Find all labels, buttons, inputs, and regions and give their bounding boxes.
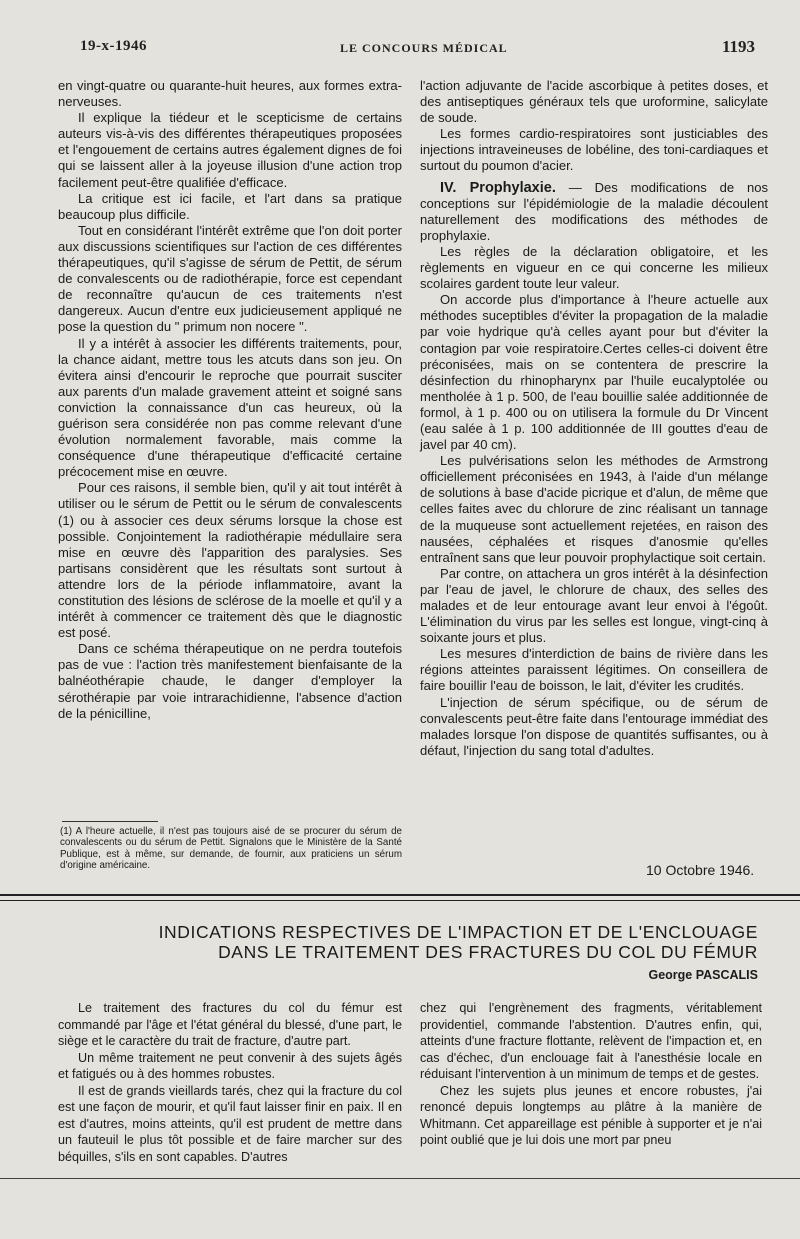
paragraph: Dans ce schéma thérapeutique on ne perdra toutefois pas de vue : l'action très manifestement bienfaisante de la balnéothérapie chaude, le danger d'employer la sérothérapie par voie intrarachidienne, l'absence d'action de la pénicilline, xyxy=(58,641,402,721)
paragraph: Par contre, on attachera un gros intérêt à la désinfection par l'eau de javel, le chlorure de chaux, des selles des malades et de leur entourage avant leur envoi à l'égoût. L'élimination du virus par les selles est longue, vingt-cinq à soixante jours et plus. xyxy=(420,565,768,646)
paragraph: Les formes cardio-respiratoires sont justiciables des injections intraveineuses de lobéline, des toni-cardiaques et surtout du poumon d'acier. xyxy=(420,126,768,174)
right-column-part-2 xyxy=(420,244,768,759)
journal-name: LE CONCOURS MÉDICAL xyxy=(340,41,508,55)
prophylaxie-paragraph xyxy=(420,180,768,244)
prev-article-left-column xyxy=(58,78,402,722)
article-title-line2: DANS LE TRAITEMENT DES FRACTURES DU COL DU FÉMUR xyxy=(218,942,758,962)
paragraph: L'injection de sérum spécifique, ou de sérum de convalescents peut-être faite dans l'entourage immédiat des malades lorsque l'on dispose de quantités suffisantes, ou à défaut, l'injection du sang total d'adultes. xyxy=(420,694,768,758)
paragraph: Il est de grands vieillards tarés, chez qui la fracture du col est une façon de mourir, et qu'il faut laisser finir en paix. Il en est d'autres, moins atteints, qu'il est prudent de mettre dans un fauteuil le plus tôt possible et de faire marcher sur des béquilles, s'ils en sont capables. D'autres xyxy=(58,1083,402,1164)
paragraph: Il explique la tiédeur et le scepticisme de certains auteurs vis-à-vis des différentes thérapeutiques proposées et l'engouement de certains autres également dignes de foi qui se laissent aller à la joyeuse illusion d'une action trop facilement peut-être qualifiée d'efficace. xyxy=(58,110,402,190)
paragraph: On accorde plus d'importance à l'heure actuelle aux méthodes suceptibles d'éviter la propagation de la maladie par voie hydrique qu'à celles ayant pour but d'éviter la contagion par voie respiratoire.Certes celles-ci doivent être préconisées, mais on se contentera de prescrire la désinfection du rhinopharynx par l'huile eucalyptolée ou mentholée à 1 p. 500, de l'eau bouillie salée additionnée de formol, à 1 p. 400 ou on utilisera la formule du Dr Vincent (eau salée à 1 p. 100 additionnée de III gouttes d'eau de javel par 40 cm). xyxy=(420,292,768,453)
issue-date: 19-x-1946 xyxy=(80,38,147,54)
paragraph: La critique est ici facile, et l'art dans sa pratique beaucoup plus difficile. xyxy=(58,190,402,222)
paragraph: Tout en considérant l'intérêt extrême que l'on doit porter aux discussions scientifiques sur l'action de ces différentes thérapeutiques, qu'il s'agisse de sérum de Pettit, de sérum de convalescents ou de radiothérapie, force est cependant de reconnaître qu'aucun de ces traitements n'est dangereux. Aucun d'entre eux judicieusement appliqué ne pose la question du " primum non nocere ". xyxy=(58,222,402,335)
right-column-part-1 xyxy=(420,78,768,175)
paragraph: Pour ces raisons, il semble bien, qu'il y ait tout intérêt à utiliser ou le sérum de Pettit ou le sérum de convalescents (1) ou à associer ces deux sérums lorsque la chose est possible. Conjointement la radiothérapie médullaire sera mise en œuvre dès l'apparition des paralysies. Ses partisans considèrent que les résultats sont surtout à attendre lors de la période inflammatoire, avant la constitution des lésions de sclérose de la moelle et qu'il y a intérêt à commencer ce traitement dès que le diagnostic est posé. xyxy=(58,480,402,641)
paragraph: l'action adjuvante de l'acide ascorbique à petites doses, et des antiseptiques généraux tels que uroformine, salicylate de soude. xyxy=(420,78,768,126)
paragraph: chez qui l'engrènement des fragments, véritablement providentiel, commande l'abstention. D'autres enfin, qui, atteints d'une fracture flottante, relèvent de l'impaction et, en cas d'échec, d'un enclouage fait à l'anesthésie locale en réduisant l'intervention à un minimum de temps et de gestes. xyxy=(420,1001,762,1081)
article-author: George PASCALIS xyxy=(648,968,758,982)
section-divider-thick xyxy=(0,894,800,896)
paragraph: Un même traitement ne peut convenir à des sujets âgés et fatigués ou à des hommes robustes. xyxy=(58,1050,402,1081)
paragraph: Les pulvérisations selon les méthodes de Armstrong officiellement préconisées en 1943, à l'aide d'un mélange de solutions à base d'acide picrique et d'alun, de même que celles faites avec du chlorure de zinc réalisant un tannage de la muqueuse sont actuellement rejetées, en raison des nausées, céphalées et risques d'anosmie qu'elles entraînent sans que leur pouvoir prophylactique soit certain. xyxy=(420,453,768,565)
paragraph: Il y a intérêt à associer les différents traitements, pour, la chance aidant, mettre tous les atcuts dans son jeu. On évitera ainsi d'encourir le reproche que pourrait susciter aux parents d'un malade gravement atteint et soigné sans conviction la connaissance d'un cas heureux, où la guérison sera considérée non pas comme relevant d'une évolution normalement favorable, mais comme la conséquence d'une thérapeutique d'efficacité certaine précocement mise en œuvre. xyxy=(58,335,402,480)
prev-article-right-column xyxy=(420,78,768,759)
paragraph: Les mesures d'interdiction de bains de rivière dans les régions atteintes paraissent légitimes. On conseillera de faire bouillir l'eau de boisson, le lait, d'éviter les crudités. xyxy=(420,646,768,694)
paragraph: Le traitement des fractures du col du fémur est commandé par l'âge et l'état général du blessé, d'une part, le siège et le caractère du trait de fracture, d'autre part. xyxy=(58,1001,402,1048)
page-header xyxy=(0,38,800,62)
page-number: 1193 xyxy=(722,37,756,56)
article-date-signoff: 10 Octobre 1946. xyxy=(646,862,755,878)
prophylaxie-intro: — Des modifications de nos conceptions sur l'épidémiologie de la maladie découlent naturellement des modifications des méthodes de prophylaxie. xyxy=(420,179,769,243)
footnote-divider xyxy=(62,821,158,822)
bottom-divider xyxy=(0,1178,800,1179)
article-title-line1: INDICATIONS RESPECTIVES DE L'IMPACTION ET DE L'ENCLOUAGE xyxy=(158,922,758,942)
paragraph: Chez les sujets plus jeunes et encore robustes, j'ai renoncé depuis longtemps au plâtre à la manière de Whitmann. Cet appareillage est pénible à supporter et je n'ai point oublié que je lui dois une mort par pneu xyxy=(420,1083,762,1147)
paragraph: en vingt-quatre ou quarante-huit heures, aux formes extra-nerveuses. xyxy=(58,78,402,110)
prophylaxie-heading: IV. Prophylaxie. xyxy=(440,179,556,196)
section-divider-thin xyxy=(0,900,800,901)
footnote: (1) A l'heure actuelle, il n'est pas toujours aisé de se procurer du sérum de convalescents ou du sérum de Pettit. Signalons que le Ministère de la Santé Publique, est à même, sur demande, de fournir, aux praticiens un sérum d'origine américaine. xyxy=(60,826,402,871)
new-article-right-column xyxy=(420,1000,762,1149)
new-article-left-column xyxy=(58,1000,402,1165)
paragraph: Les règles de la déclaration obligatoire, et les règlements en vigueur en ce qui concerne les milieux scolaires gardent toute leur valeur. xyxy=(420,243,768,292)
